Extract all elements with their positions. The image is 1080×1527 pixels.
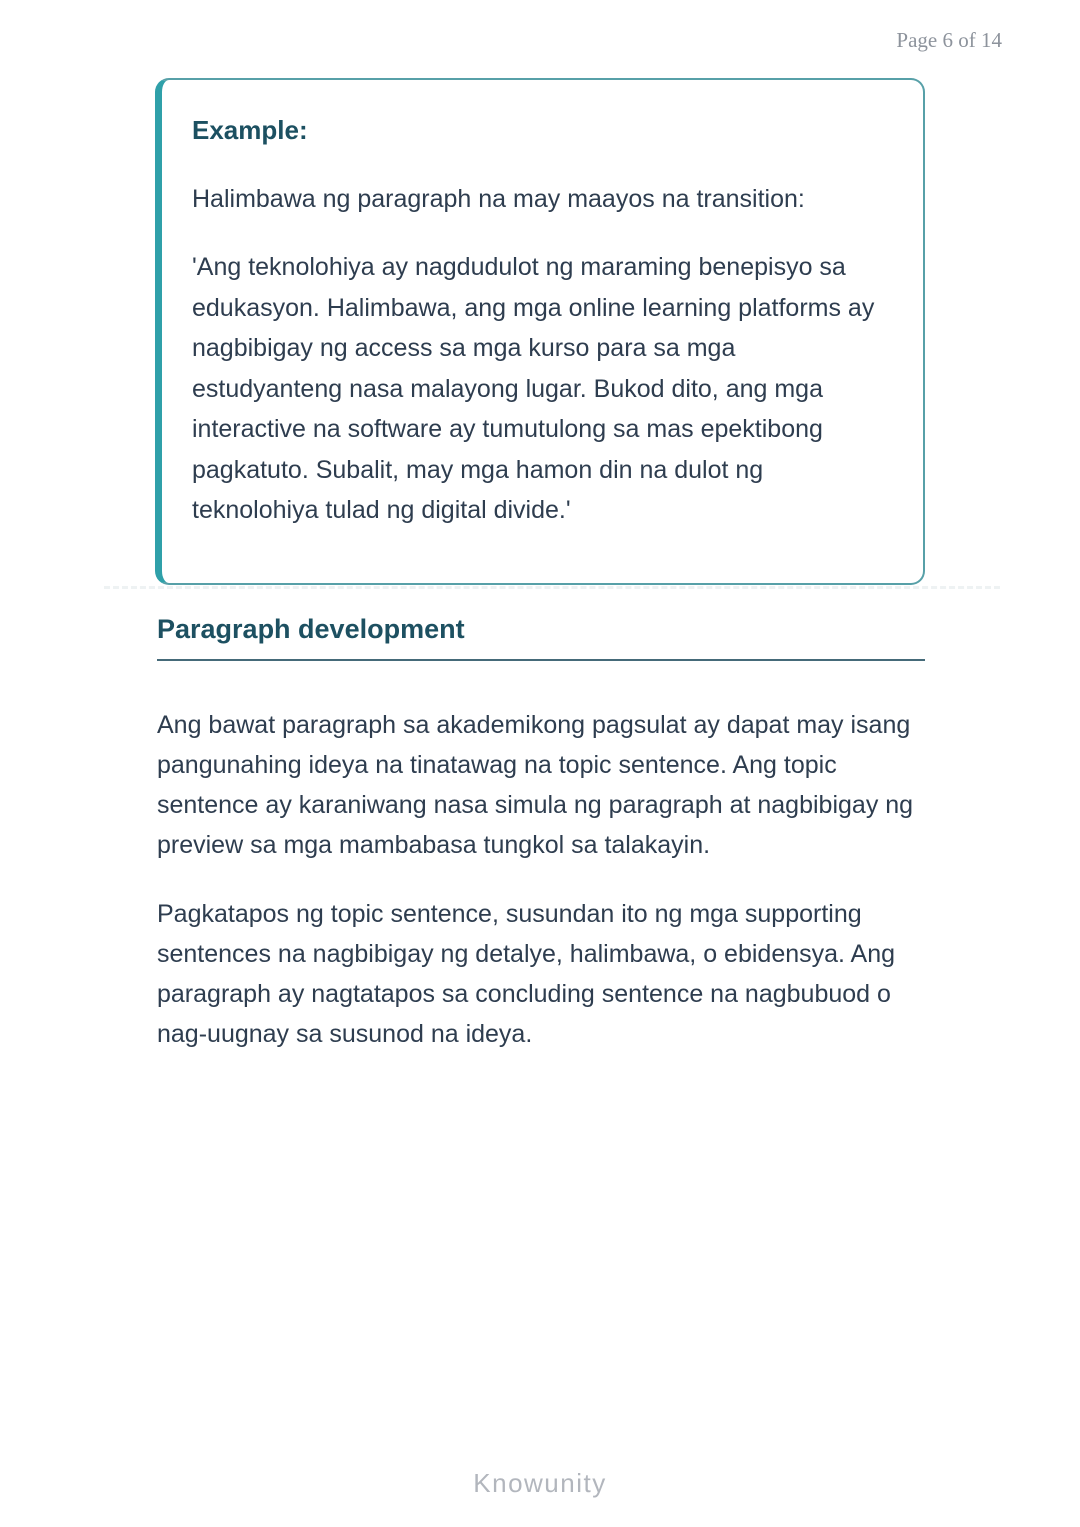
body-paragraph-1: Ang bawat paragraph sa akademikong pagsulat ay dapat may isang pangunahing ideya na tinatawag na topic sentence. Ang topic sentence ay karaniwang nasa simula ng paragraph at nagbibigay ng preview sa mga mambabasa tungkol sa talakayin. [157,711,914,859]
body-paragraph-2: Pagkatapos ng topic sentence, susundan ito ng mga supporting sentences na nagbibigay ng detalye, halimbawa, o ebidensya. Ang paragraph ay nagtatapos sa concluding sentence na nagbubuod o nag-uugnay sa susunod na ideya. [157,900,896,1048]
example-box-intro: Halimbawa ng paragraph na may maayos na transition: [192,185,805,213]
paragraph-development-section [157,612,925,1083]
example-box-quote: 'Ang teknolohiya ay nagdudulot ng maraming benepisyo sa edukasyon. Halimbawa, ang mga online learning platforms ay nagbibigay ng access sa mga kurso para sa mga estudyanteng nasa malayong lugar. Bukod dito, ang mga interactive na software ay tumutulong sa mas epektibong pagkatuto. Subalit, may mga hamon din na dulot ng teknolohiya tulad ng digital divide.' [192,253,875,524]
section-heading: Paragraph development [157,612,925,661]
footer-brand-logo: Knowunity [473,1468,607,1498]
example-box-title: Example: [192,115,308,145]
page-number: Page 6 of 14 [896,28,1002,52]
page-break-separator [104,586,1000,589]
example-callout-box [155,78,925,585]
